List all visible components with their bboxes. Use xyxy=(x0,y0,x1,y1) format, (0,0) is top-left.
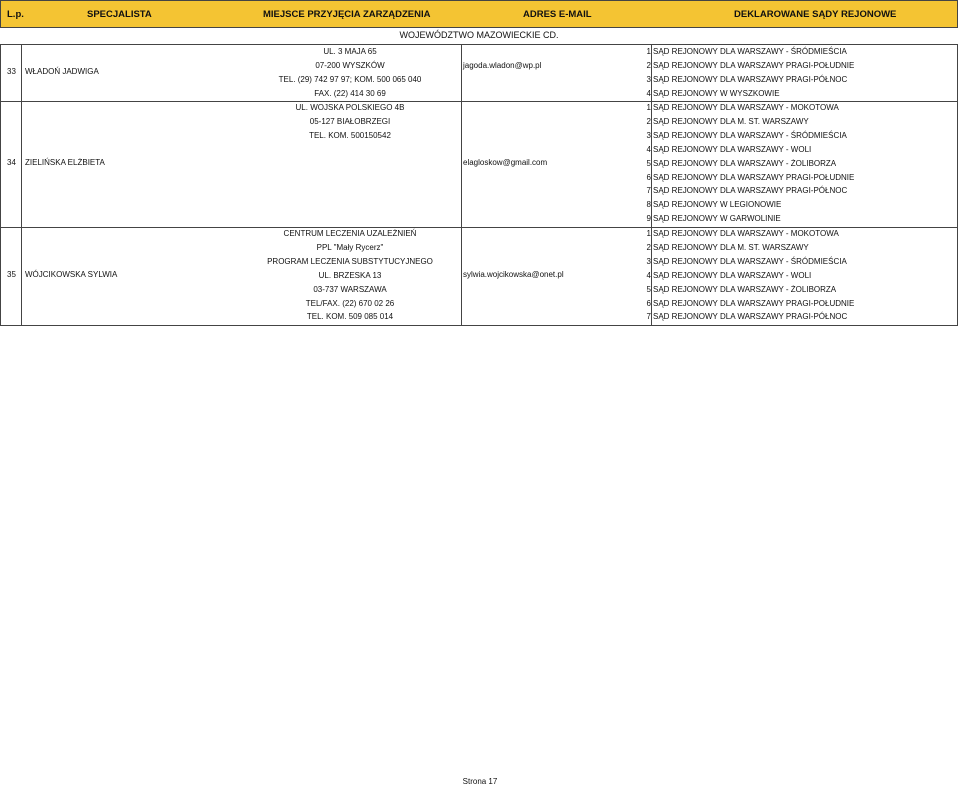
court-name: SĄD REJONOWY DLA WARSZAWY - WOLI xyxy=(653,144,812,154)
court-number: 3 xyxy=(646,256,651,266)
court-name: SĄD REJONOWY DLA WARSZAWY PRAGI-PÓŁNOC xyxy=(653,312,848,322)
court-number: 2 xyxy=(646,60,651,70)
email-link[interactable]: elagloskow@gmail.com xyxy=(463,158,548,167)
court-name: SĄD REJONOWY W WYSZKOWIE xyxy=(653,88,780,98)
specialist-name: WÓJCIKOWSKA SYLWIA xyxy=(25,270,118,279)
court-number: 2 xyxy=(646,116,651,126)
court-name: SĄD REJONOWY DLA WARSZAWY PRAGI-PÓŁNOC xyxy=(653,74,848,84)
court-name: SĄD REJONOWY DLA WARSZAWY - ŚRÓDMIEŚCIA xyxy=(653,47,847,56)
row-number: 35 xyxy=(7,270,16,279)
court-name: SĄD REJONOWY DLA WARSZAWY - WOLI xyxy=(653,270,812,280)
address-line: TEL. KOM. 500150542 xyxy=(309,130,391,140)
court-name: SĄD REJONOWY DLA WARSZAWY - MOKOTOWA xyxy=(653,229,839,238)
court-number: 3 xyxy=(646,74,651,84)
address-line: TEL/FAX. (22) 670 02 26 xyxy=(305,298,395,308)
court-number: 1 xyxy=(646,47,651,56)
address-line: UL. BRZESKA 13 xyxy=(318,270,382,280)
court-number: 2 xyxy=(646,242,651,252)
header-email: ADRES E-MAIL xyxy=(523,9,592,20)
specialist-name: ZIELIŃSKA ELŻBIETA xyxy=(25,158,105,167)
address-line: UL. 3 MAJA 65 xyxy=(323,47,377,56)
court-name: SĄD REJONOWY DLA WARSZAWY - ŚRÓDMIEŚCIA xyxy=(653,130,847,140)
court-name: SĄD REJONOWY W LEGIONOWIE xyxy=(653,200,782,210)
court-number: 8 xyxy=(646,200,651,210)
court-name: SĄD REJONOWY DLA WARSZAWY - ŻOLIBORZA xyxy=(653,284,837,294)
page-number: Strona 17 xyxy=(462,777,498,786)
table-header xyxy=(0,0,958,28)
court-name: SĄD REJONOWY DLA WARSZAWY - MOKOTOWA xyxy=(653,103,839,112)
column-divider xyxy=(461,45,462,325)
email-link[interactable]: sylwia.wojcikowska@onet.pl xyxy=(463,270,564,279)
address-line: PROGRAM LECZENIA SUBSTYTUCYJNEGO xyxy=(267,256,433,266)
court-number: 4 xyxy=(646,88,651,98)
court-number: 5 xyxy=(646,284,651,294)
column-divider xyxy=(21,45,22,325)
email-link[interactable]: jagoda.wladon@wp.pl xyxy=(463,61,542,70)
address-line: PPL "Mały Rycerz" xyxy=(316,242,384,252)
court-number: 6 xyxy=(646,298,651,308)
court-number: 3 xyxy=(646,130,651,140)
court-number: 9 xyxy=(646,214,651,224)
court-number: 5 xyxy=(646,158,651,168)
row-number: 33 xyxy=(7,67,16,76)
address-line: TEL. KOM. 509 085 014 xyxy=(306,312,394,322)
court-name: SĄD REJONOWY DLA M. ST. WARSZAWY xyxy=(653,116,809,126)
address-line: 03-737 WARSZAWA xyxy=(313,284,387,294)
header-sady: DEKLAROWANE SĄDY REJONOWE xyxy=(734,9,897,20)
address-line: CENTRUM LECZENIA UZALEŻNIEŃ xyxy=(283,229,417,238)
court-number: 4 xyxy=(646,270,651,280)
address-line: 05-127 BIAŁOBRZEGI xyxy=(309,116,391,126)
court-number: 1 xyxy=(646,103,651,112)
court-name: SĄD REJONOWY DLA WARSZAWY PRAGI-POŁUDNIE xyxy=(653,298,855,308)
header-specjalista: SPECJALISTA xyxy=(87,9,152,20)
court-number: 6 xyxy=(646,172,651,182)
address-line: TEL. (29) 742 97 97; KOM. 500 065 040 xyxy=(278,74,422,84)
row-number: 34 xyxy=(7,158,16,167)
court-name: SĄD REJONOWY DLA WARSZAWY - ŚRÓDMIEŚCIA xyxy=(653,256,847,266)
court-name: SĄD REJONOWY W GARWOLINIE xyxy=(653,214,781,224)
header-miejsce: MIEJSCE PRZYJĘCIA ZARZĄDZENIA xyxy=(263,9,431,20)
header-lp: L.p. xyxy=(7,9,24,20)
court-number: 1 xyxy=(646,229,651,238)
address-line: 07-200 WYSZKÓW xyxy=(315,60,385,70)
section-title: WOJEWÓDZTWO MAZOWIECKIE CD. xyxy=(399,30,559,40)
court-name: SĄD REJONOWY DLA WARSZAWY PRAGI-POŁUDNIE xyxy=(653,60,855,70)
court-name: SĄD REJONOWY DLA WARSZAWY PRAGI-PÓŁNOC xyxy=(653,186,848,196)
address-line: FAX. (22) 414 30 69 xyxy=(314,88,386,98)
court-name: SĄD REJONOWY DLA M. ST. WARSZAWY xyxy=(653,242,809,252)
specialists-table xyxy=(0,44,958,326)
court-name: SĄD REJONOWY DLA WARSZAWY PRAGI-POŁUDNIE xyxy=(653,172,855,182)
column-divider xyxy=(651,45,652,325)
specialist-name: WŁADOŃ JADWIGA xyxy=(25,67,99,76)
court-name: SĄD REJONOWY DLA WARSZAWY - ŻOLIBORZA xyxy=(653,158,837,168)
address-line: UL. WOJSKA POLSKIEGO 4B xyxy=(295,103,405,112)
court-number: 7 xyxy=(646,186,651,196)
court-number: 4 xyxy=(646,144,651,154)
court-number: 7 xyxy=(646,312,651,322)
